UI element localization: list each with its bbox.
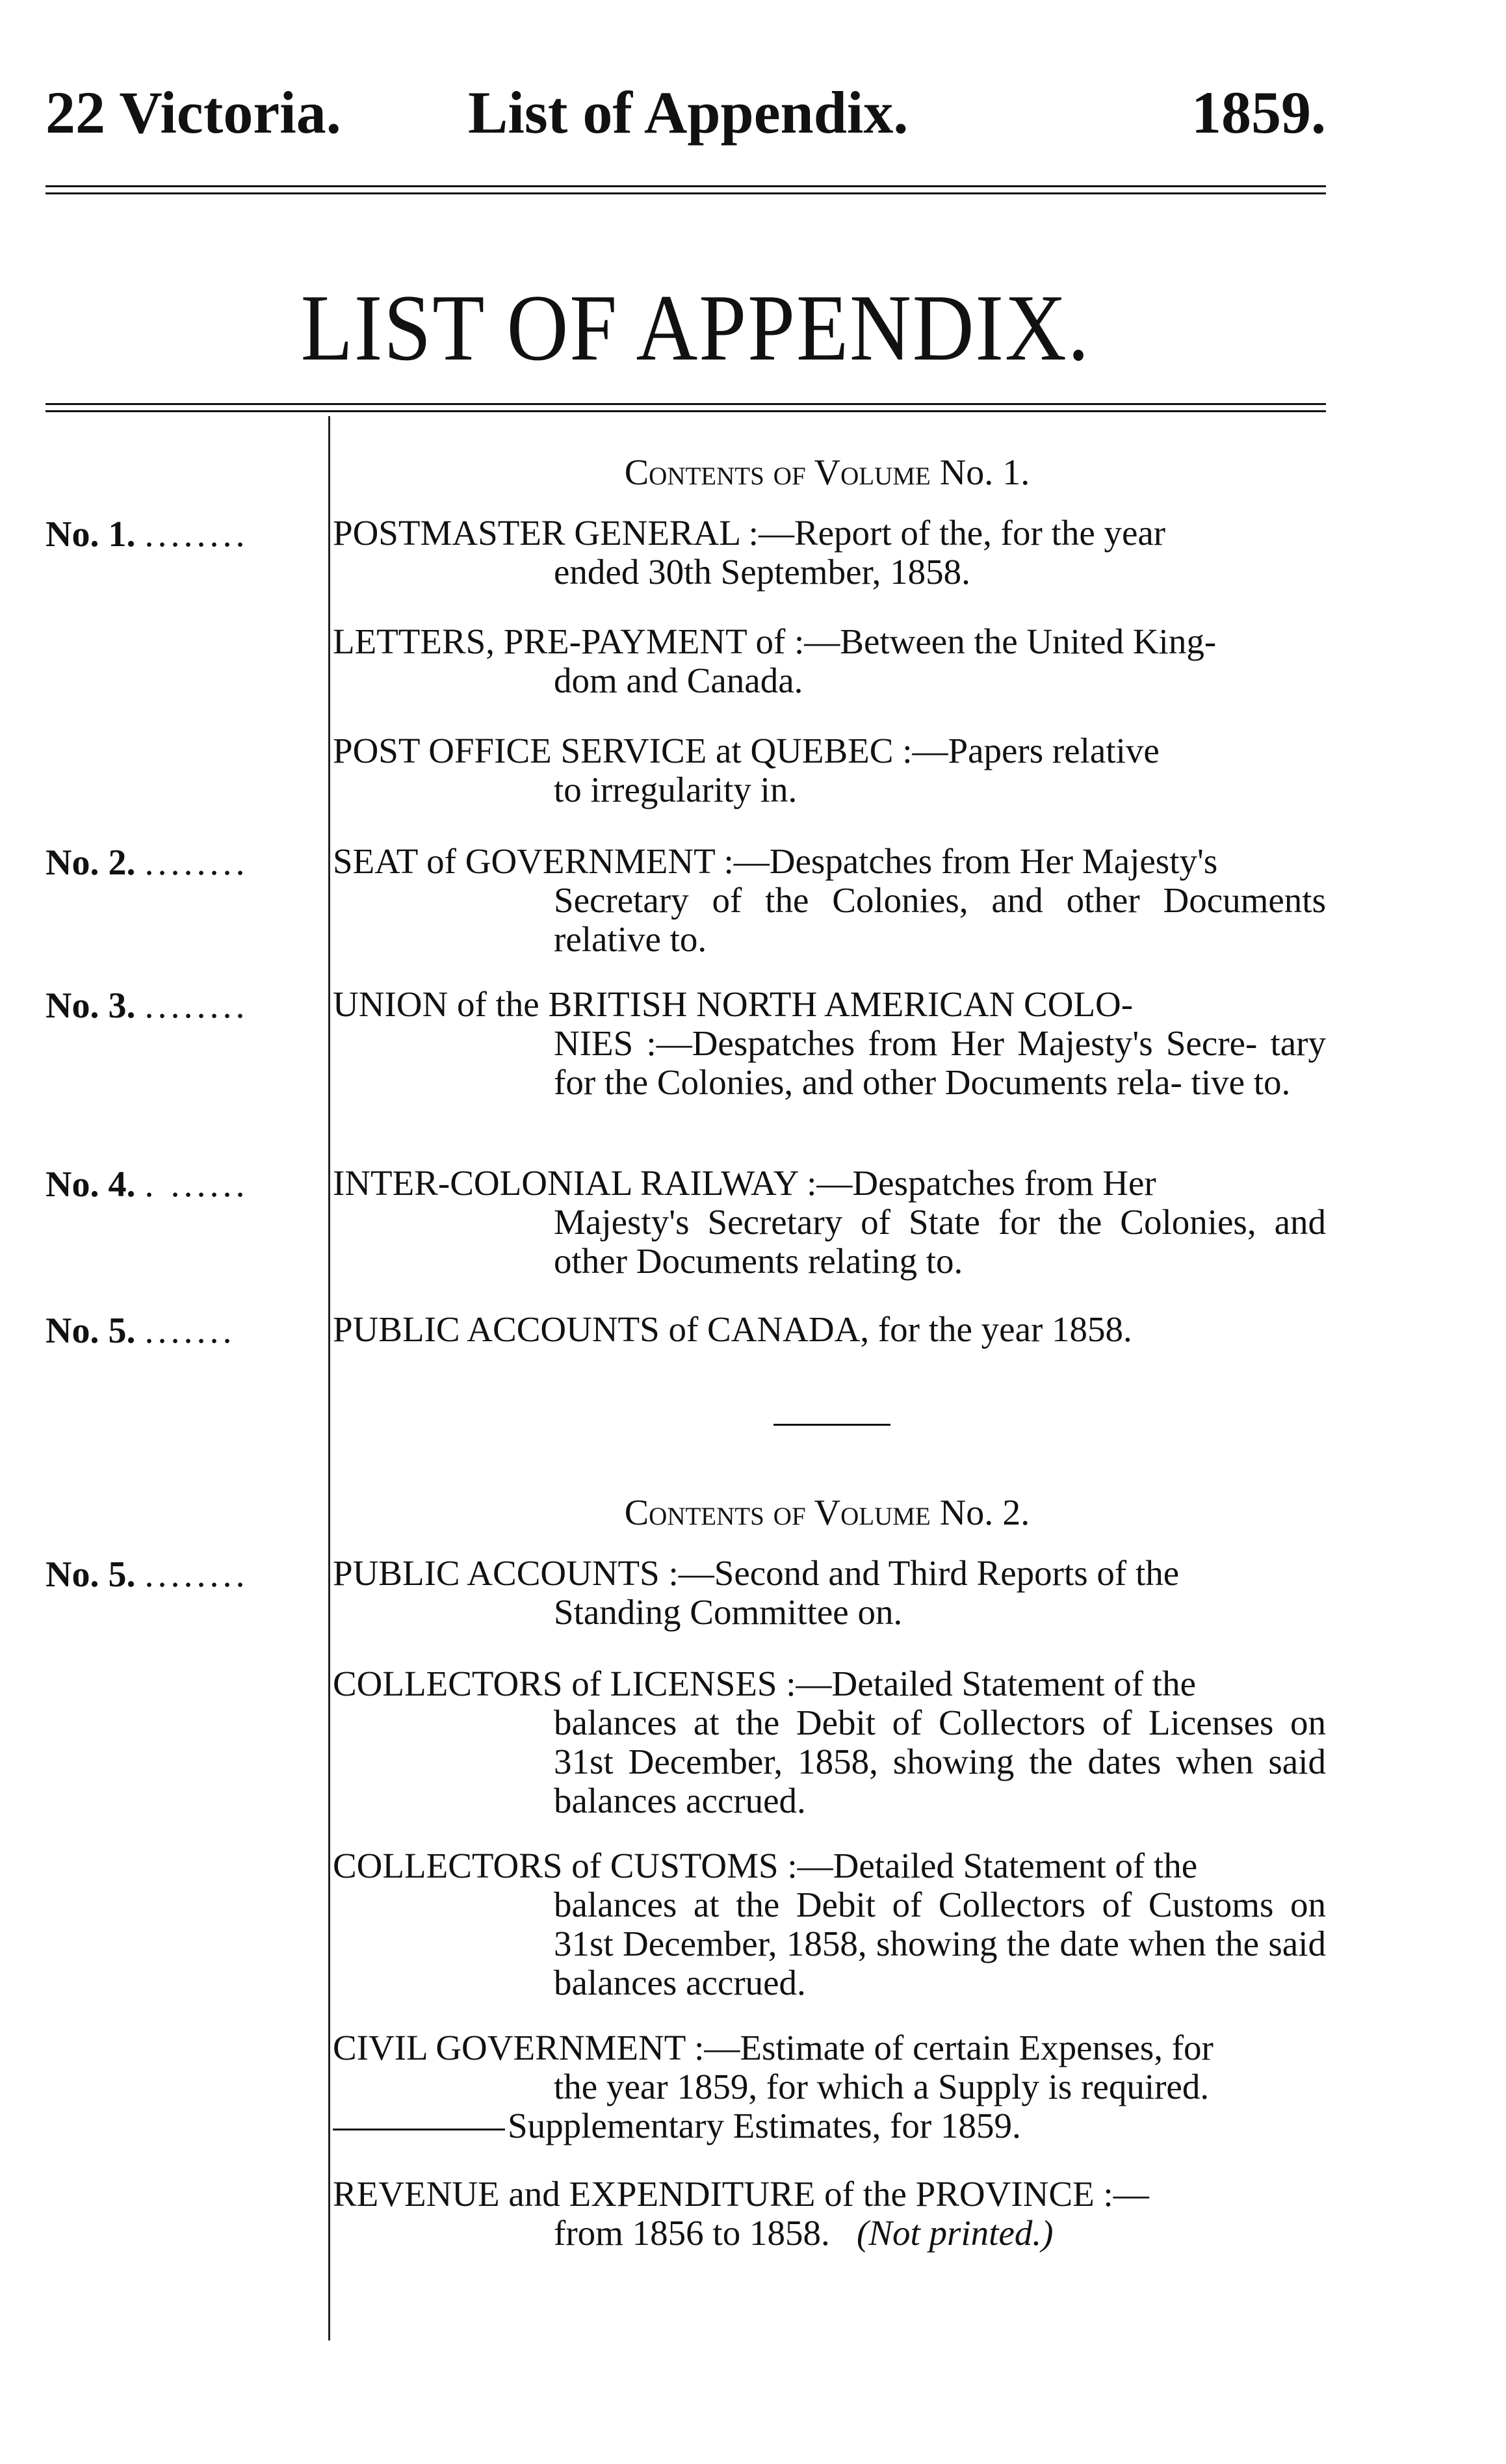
item-entry: INTER-COLONIAL RAILWAY :—Despatches from Her Majesty's Secretary of State for the Colonies, and other Documents relating to. [333,1163,1326,1281]
item-number: No. 2. ........ [45,843,249,883]
not-printed-note: (Not printed.) [856,2213,1054,2253]
item-entry: UNION of the BRITISH NORTH AMERICAN COLO- NIES :—Despatches from Her Majesty's Secre- tary for the Colonies, and other Documents rela- tive to. [333,984,1326,1102]
volume-2-heading-number: No. 2. [939,1493,1030,1533]
item-entry: PUBLIC ACCOUNTS :—Second and Third Reports of the Standing Committee on. [333,1553,1180,1632]
item-number: No. 3. ........ [45,986,249,1026]
header-left: 22 Victoria. [45,79,341,146]
volume-2-heading-label: Contents of Volume [624,1493,931,1533]
header-center: List of Appendix. [468,79,909,146]
header-rule [45,185,1326,194]
volume-2-heading [328,1492,1326,1534]
dash-rule [333,2129,505,2130]
header-right: 1859. [1191,79,1326,146]
supplementary-line: Supplementary Estimates, for 1859. [333,2106,1326,2145]
item-entry: LETTERS, PRE-PAYMENT of :—Between the United King- dom and Canada. [333,622,1217,700]
item-number: No. 5. ........ [45,1554,249,1595]
item-number: No. 1. ........ [45,514,249,555]
page-title: LIST OF APPENDIX. [300,275,1091,380]
item-entry: POSTMASTER GENERAL :—Report of the, for the year ended 30th September, 1858. [333,513,1166,592]
item-entry: PUBLIC ACCOUNTS of CANADA, for the year 1858. [333,1309,1132,1349]
item-entry: SEAT of GOVERNMENT :—Despatches from Her Majesty's Secretary of the Colonies, and other Documents relative to. [333,841,1326,959]
item-number: No. 4. . ...... [45,1164,249,1205]
item-entry: COLLECTORS of CUSTOMS :—Detailed Statement of the balances at the Debit of Collectors of Customs on 31st December, 1858, showing the date when the said balances accrued. [333,1846,1326,2002]
item-entry: REVENUE and EXPENDITURE of the PROVINCE :— from 1856 to 1858. (Not printed.) [333,2174,1149,2253]
section-divider [773,1424,890,1426]
volume-1-heading [328,452,1326,493]
item-number: No. 5. ....... [45,1311,236,1351]
item-entry: POST OFFICE SERVICE at QUEBEC :—Papers relative to irregularity in. [333,731,1160,809]
volume-1-heading-label: Contents of Volume [624,452,931,493]
item-entry: COLLECTORS of LICENSES :—Detailed Statement of the balances at the Debit of Collectors of Licenses on 31st December, 1858, showing the dates when said balances accrued. [333,1664,1326,1820]
title-rule [45,403,1326,412]
column-rule-vol2 [328,1541,330,2340]
volume-1-heading-number: No. 1. [939,452,1030,493]
item-entry: CIVIL GOVERNMENT :—Estimate of certain Expenses, for the year 1859, for which a Supply is required. Supplementary Estimates, for 1859. [333,2028,1326,2145]
running-header [45,78,1326,150]
